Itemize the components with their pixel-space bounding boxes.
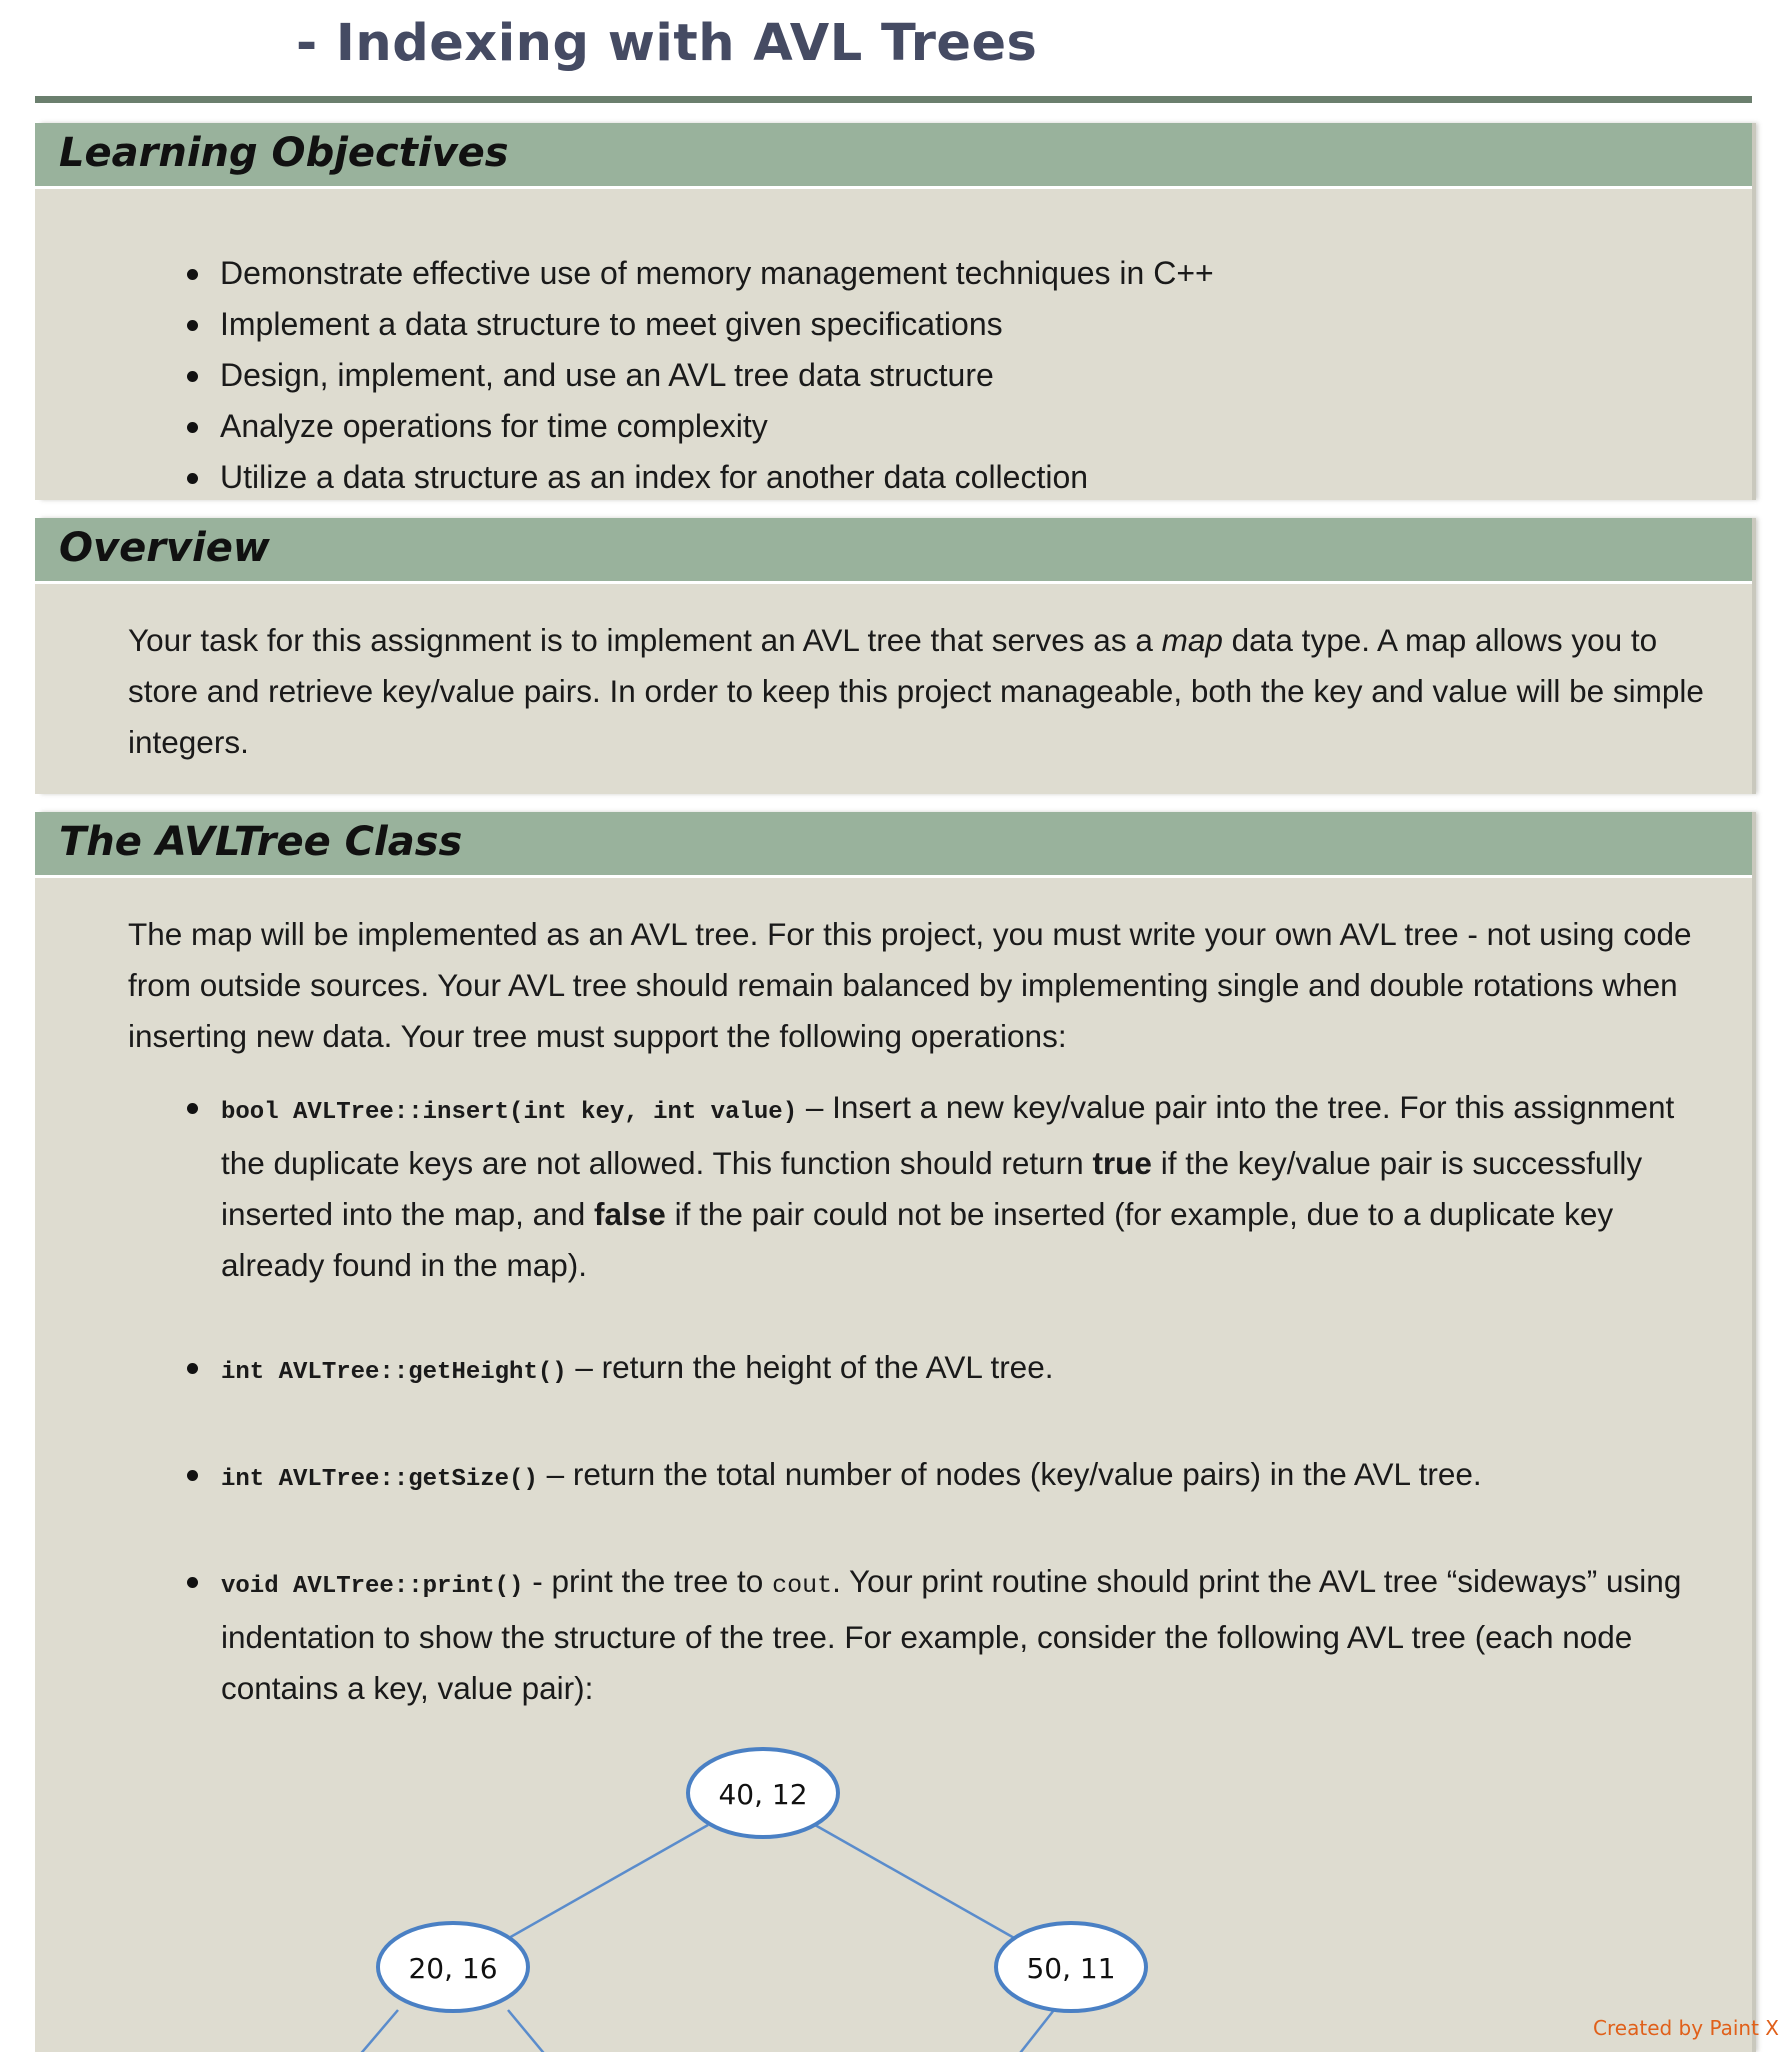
- list-item: Design, implement, and use an AVL tree data structure: [220, 350, 1214, 401]
- overview-section: [35, 518, 1752, 794]
- edge-root-left: [507, 1825, 708, 1939]
- tree-node-right: [996, 1923, 1146, 2011]
- print-desc: . Your print routine should print the AVL tree “sideways” using indentation to show the structure of the tree. For example, consider the following AVL tree (each node contains a key, value pair):: [221, 1563, 1682, 1706]
- avltree-class-section: [35, 812, 1752, 2052]
- list-item: Utilize a data structure as an index for another data collection: [220, 452, 1214, 503]
- page-title: - Indexing with AVL Trees: [296, 14, 1038, 73]
- insert-signature: bool AVLTree::insert(int key, int value): [221, 1099, 798, 1126]
- node-label: 40, 12: [718, 1778, 808, 1811]
- node-label: 50, 11: [1026, 1952, 1116, 1985]
- section-header: [35, 123, 1752, 189]
- list-item: Demonstrate effective use of memory management techniques in C++: [220, 248, 1214, 299]
- node-label: 20, 16: [408, 1952, 498, 1985]
- insert-desc: – Insert a new key/value pair into the tree. For this assignment the duplicate keys are not allowed. This function should return: [221, 1089, 1675, 1181]
- overview-emphasis: map: [1161, 622, 1223, 658]
- true-keyword: true: [1092, 1145, 1152, 1181]
- tree-node-left: [378, 1923, 528, 2011]
- objectives-list: [220, 248, 1214, 503]
- avl-tree-diagram: [35, 812, 1752, 2052]
- print-signature: void AVLTree::print(): [221, 1573, 524, 1600]
- print-desc: - print the tree to: [523, 1563, 773, 1599]
- watermark: Created by Paint X: [1593, 2016, 1779, 2040]
- learning-objectives-section: [35, 123, 1752, 500]
- getsize-desc: – return the total number of nodes (key/value pairs) in the AVL tree.: [537, 1456, 1482, 1492]
- list-item: Implement a data structure to meet given specifications: [220, 299, 1214, 350]
- section-heading: Overview: [59, 525, 270, 571]
- avltree-intro: The map will be implemented as an AVL tree. For this project, you must write your own AVL tree - not using code from outside sources. Your AVL tree should remain balanced by implementing single and double rotations when inserting new data. Your tree must support the following operations:: [128, 916, 1692, 1054]
- getheight-signature: int AVLTree::getHeight(): [221, 1359, 567, 1386]
- overview-text: Your task for this assignment is to implement an AVL tree that serves as a: [128, 622, 1162, 658]
- tree-node-root: [688, 1749, 838, 1837]
- list-item: Analyze operations for time complexity: [220, 401, 1214, 452]
- cout-code: cout: [772, 1571, 833, 1600]
- edge-root-right: [815, 1825, 1016, 1939]
- overview-text: data type. A map allows you to store and retrieve key/value pairs. In order to keep this project manageable, both the key and value will be simple integers.: [128, 622, 1704, 760]
- section-heading: Learning Objectives: [59, 130, 509, 176]
- insert-desc: if the pair could not be inserted (for example, due to a duplicate key already found in the map).: [221, 1196, 1614, 1283]
- title-rule: [35, 96, 1752, 103]
- getsize-signature: int AVLTree::getSize(): [221, 1466, 538, 1493]
- false-keyword: false: [594, 1196, 666, 1232]
- insert-desc: if the key/value pair is successfully inserted into the map, and: [221, 1145, 1643, 1232]
- overview-paragraph: [128, 615, 1728, 768]
- section-header: [35, 518, 1752, 584]
- section-heading: The AVLTree Class: [59, 819, 463, 865]
- getheight-desc: – return the height of the AVL tree.: [566, 1349, 1054, 1385]
